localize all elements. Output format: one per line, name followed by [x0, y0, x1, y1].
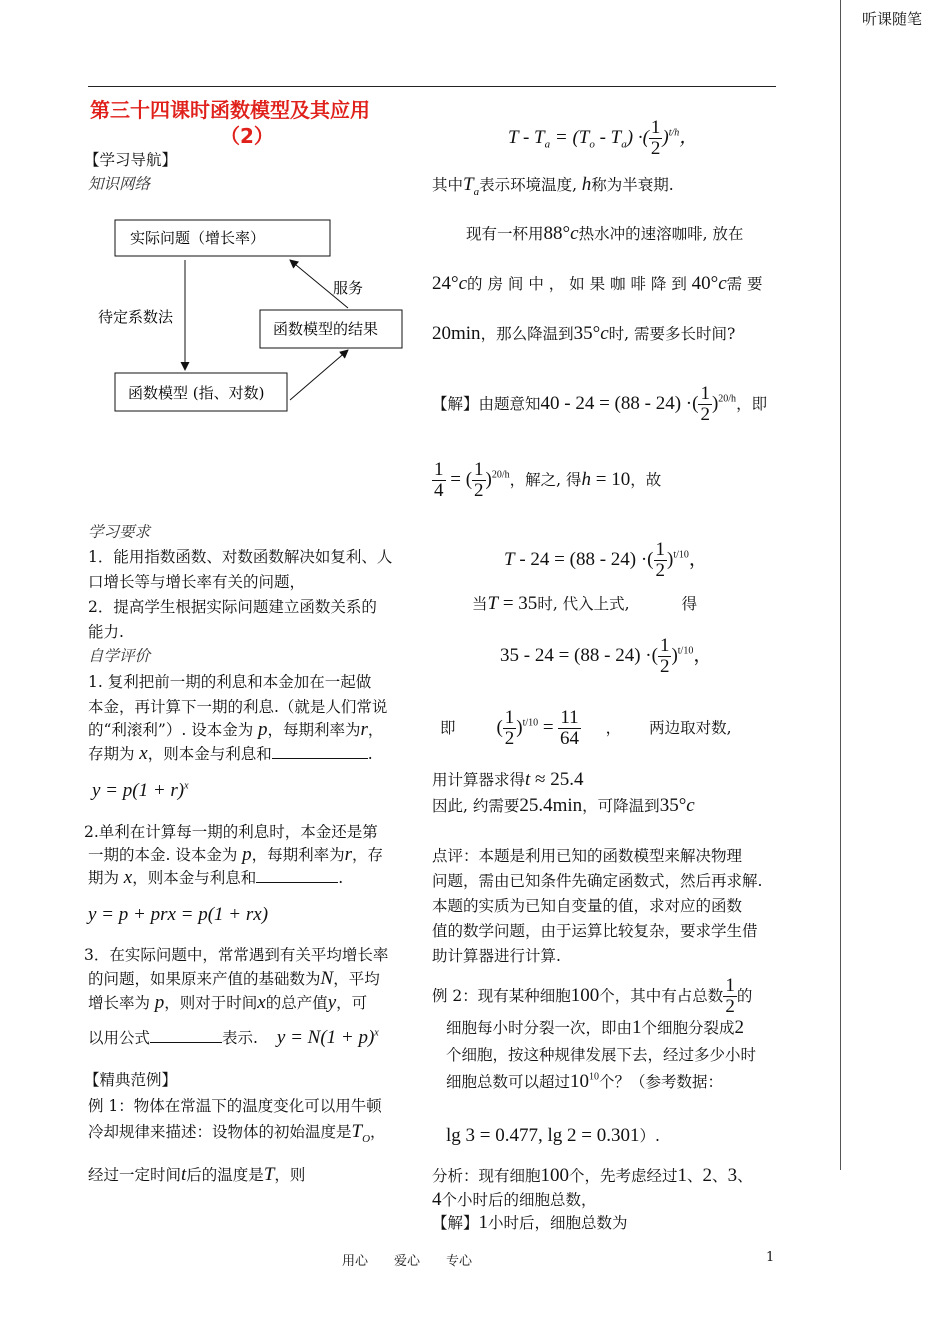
q3-c: 增长率为 p，则对于时间x的总产值y，可	[88, 992, 368, 1013]
side-note: 听课随笔	[862, 10, 923, 28]
ie-line: 即 ( $\frac{1}{2}$ )$^{t/10}$ = $\frac{11}{64}$ ， 两边取对数,	[440, 707, 732, 749]
knowledge-diagram	[90, 210, 420, 420]
footer-center: 用心 爱心 专心	[342, 1254, 473, 1269]
self-heading: 自学评价	[88, 647, 151, 665]
q1-c: 的“利滚利”）. 设本金为 p，每期利率为r，	[88, 719, 384, 740]
box-function-model-label: 函数模型 (指、对数)	[128, 384, 265, 402]
ex2-4: 细胞总数可以超过$10^{10}$个？（参考数据：	[446, 1071, 724, 1092]
where-line: 其中$T_a$表示环境温度, h称为半衰期.	[432, 174, 674, 198]
q2-c: 期为 x，则本金与利息和 .	[88, 867, 344, 888]
ex1-c: 经过一定时间t后的温度是T，则	[88, 1164, 306, 1185]
page-title-sub: （2）	[220, 124, 274, 148]
substitution-line: 35 - 24 = (88 - 24) ·( $\frac{1}{2}$ )$^{t/10}$，	[500, 635, 713, 677]
box-model-result-label: 函数模型的结果	[273, 320, 379, 338]
label-service: 服务	[333, 279, 364, 297]
ex2-1: 例 2：现有某种细胞100个，其中有占总数 $\frac{1}{2}$ 的	[432, 975, 753, 1017]
q2-a: 2.单利在计算每一期的利息时，本金还是第	[84, 823, 378, 841]
ex2-3: 个细胞，按这种规律发展下去，经过多少小时	[446, 1046, 757, 1064]
analysis-2: 4个小时后的细胞总数，	[432, 1189, 597, 1210]
req-1a: 1．能用指数函数、对数函数解决如复利、人	[88, 548, 393, 566]
solution-line2: $\frac{1}{4}$ = ( $\frac{1}{2}$ )$^{20/h}$，解之, 得h = 10，故	[434, 459, 662, 501]
arrow-result	[290, 350, 348, 400]
box-real-problem-label: 实际问题（增长率）	[130, 229, 266, 247]
req-2b: 能力.	[88, 623, 124, 641]
q1-answer: $y = p(1 + r)^x$	[92, 780, 189, 801]
calc-line: 用计算器求得t ≈ 25.4	[432, 769, 584, 790]
solution-line3: T - 24 = (88 - 24) ·( $\frac{1}{2}$ )$^{t/10}$，	[504, 539, 708, 581]
q2-answer: y = p + prx = p(1 + rx)	[88, 904, 269, 925]
q3-b: 的问题，如果原来产值的基础数为N，平均	[88, 968, 380, 989]
ex1-b: 冷却规律来描述：设物体的初始温度是$T_O$，	[88, 1121, 386, 1145]
q1-b: 本金，再计算下一期的利息.（就是人们常说	[88, 698, 388, 716]
comment-3: 本题的实质为已知自变量的值，求对应的函数	[432, 897, 743, 915]
solution2: 【解】1小时后，细胞总数为	[432, 1212, 628, 1233]
comment-1: 点评：本题是利用已知的函数模型来解决物理	[432, 847, 743, 865]
page-title: 第三十四课时函数模型及其应用	[90, 98, 370, 122]
analysis-1: 分析：现有细胞100个，先考虑经过1、2、3、	[432, 1165, 753, 1186]
ex2-2: 细胞每小时分裂一次，即由1个细胞分裂成2	[446, 1017, 745, 1038]
result-line: 因此, 约需要25.4min，可降温到35°c	[432, 795, 695, 816]
ex1-a: 例 1：物体在常温下的温度变化可以用牛顿	[88, 1097, 382, 1115]
examples-heading: 【精典范例】	[84, 1071, 178, 1089]
header-rule	[88, 86, 776, 87]
q1-d: 存期为 x，则本金与利息和 .	[88, 743, 373, 764]
solution-line1: 【解】由题意知40 - 24 = (88 - 24) ·( $\frac{1}{2}$ )$^{20/h}$，即	[432, 383, 768, 425]
cooling-formula: $T - T_a = (T_o - T_a)$ ·( $\frac{1}{2}$ )$^{t/h}$，	[508, 117, 699, 159]
comment-2: 问题，需由已知条件先确定函数式，然后再求解.	[432, 872, 763, 890]
q3-d: 以用公式 表示. $y = N(1 + p)^x$	[88, 1027, 379, 1048]
q2-b: 一期的本金. 设本金为 p，每期利率为r，存	[88, 844, 384, 865]
req-2a: 2．提高学生根据实际问题建立函数关系的	[88, 598, 377, 616]
q1-a: 1. 复利把前一期的利息和本金加在一起做	[88, 673, 372, 691]
ex2-5: lg 3 = 0.477, lg 2 = 0.301）.	[446, 1125, 660, 1146]
guide-heading: 【学习导航】	[84, 151, 178, 169]
footer-page-number: 1	[766, 1250, 775, 1265]
comment-4: 值的数学问题，由于运算比较复杂，要求学生借	[432, 922, 758, 940]
label-method: 待定系数法	[98, 308, 174, 326]
knowledge-heading: 知识网络	[88, 175, 151, 193]
q3-a: 3．在实际问题中，常常遇到有关平均增长率	[84, 946, 389, 964]
cup-line2: 24°c的 房 间 中 ， 如 果 咖 啡 降 到 40°c需 要	[432, 273, 763, 294]
when-line: 当T = 35时, 代入上式, 得	[472, 593, 698, 614]
req-1b: 口增长等与增长率有关的问题，	[88, 573, 306, 591]
req-heading: 学习要求	[88, 523, 151, 541]
cup-line3: 20min，那么降温到35°c时, 需要多长时间?	[432, 323, 736, 344]
cup-line1: 现有一杯用88°c热水冲的速溶咖啡, 放在	[466, 223, 744, 244]
comment-5: 助计算器进行计算.	[432, 947, 561, 965]
margin-rule	[840, 0, 841, 1170]
